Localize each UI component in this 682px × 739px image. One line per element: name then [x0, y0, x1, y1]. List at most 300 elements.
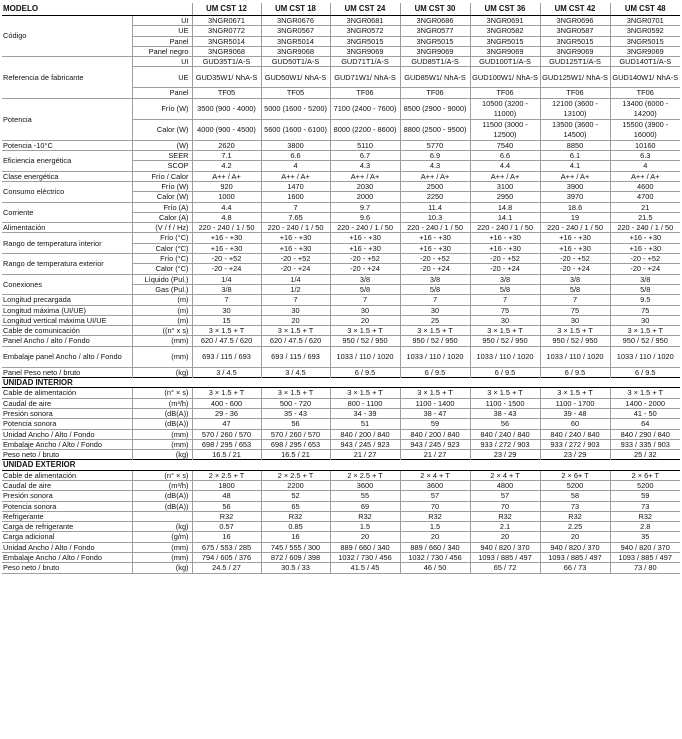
cell-value: 35 — [610, 532, 680, 542]
cell-value: 1470 — [261, 181, 330, 191]
cell-value: 220 - 240 / 1 / 50 — [261, 223, 330, 233]
cell-value: 7 — [470, 295, 540, 305]
row-unit: UE — [132, 67, 192, 88]
model-header: UM CST 30 — [400, 3, 470, 16]
cell-value: 5/8 — [540, 284, 610, 294]
row-unit: (mm) — [132, 542, 192, 552]
table-row — [2, 408, 680, 418]
cell-value: GUD85W1/ NhA-S — [400, 67, 470, 88]
cell-value: 56 — [192, 501, 261, 511]
row-label: Alimentación — [2, 223, 132, 233]
cell-value: TF05 — [261, 88, 330, 98]
cell-value: 840 / 240 / 840 — [470, 429, 540, 439]
cell-value: R32 — [470, 511, 540, 521]
cell-value: 34 - 39 — [330, 408, 400, 418]
cell-value: 30.5 / 33 — [261, 563, 330, 573]
cell-value: 6.3 — [610, 151, 680, 161]
cell-value: GUD85T1/A-S — [400, 57, 470, 67]
cell-value: 1/4 — [192, 274, 261, 284]
cell-value: +16 - +30 — [330, 233, 400, 243]
cell-value: 30 — [540, 315, 610, 325]
cell-value: 20 — [330, 315, 400, 325]
cell-value: 3NGR0696 — [540, 16, 610, 26]
cell-value: 3NGR9069 — [330, 46, 400, 56]
cell-value: 57 — [400, 491, 470, 501]
cell-value: 30 — [261, 305, 330, 315]
cell-value: 220 - 240 / 1 / 50 — [540, 223, 610, 233]
cell-value: A++ / A+ — [470, 171, 540, 181]
cell-value: 12100 (3600 - 13100) — [540, 98, 610, 119]
cell-value: 14.8 — [470, 202, 540, 212]
cell-value: 6.9 — [400, 151, 470, 161]
cell-value: 3NGR5015 — [540, 36, 610, 46]
cell-value: A++ / A+ — [330, 171, 400, 181]
cell-value: 3NGR0577 — [400, 26, 470, 36]
row-unit: Gas (Pul.) — [132, 284, 192, 294]
row-unit: Calor (°C) — [132, 264, 192, 274]
row-label: Carga adicional — [2, 532, 132, 542]
row-unit: (mm) — [132, 346, 192, 367]
table-row — [2, 295, 680, 305]
cell-value: 1.5 — [400, 522, 470, 532]
cell-value: 3NGR0582 — [470, 26, 540, 36]
cell-value: 3600 — [400, 480, 470, 490]
cell-value: 3 / 4.5 — [192, 367, 261, 377]
row-unit: UI — [132, 57, 192, 67]
row-unit: SCOP — [132, 161, 192, 171]
cell-value: 15500 (3900 - 16000) — [610, 119, 680, 140]
cell-value: 1093 / 885 / 497 — [470, 553, 540, 563]
cell-value: 4.4 — [192, 202, 261, 212]
cell-value: 2250 — [400, 192, 470, 202]
cell-value: 2.1 — [470, 522, 540, 532]
cell-value: 2500 — [400, 181, 470, 191]
row-label: Panel Ancho / alto / Fondo — [2, 336, 132, 346]
section-title: UNIDAD EXTERIOR — [2, 460, 680, 470]
cell-value: 1.5 — [330, 522, 400, 532]
row-unit: Calor (A) — [132, 212, 192, 222]
cell-value: TF06 — [610, 88, 680, 98]
cell-value: 2.8 — [610, 522, 680, 532]
cell-value: 933 / 272 / 903 — [540, 439, 610, 449]
cell-value: 4700 — [610, 192, 680, 202]
row-unit: Calor (°C) — [132, 243, 192, 253]
cell-value: GUD50W1/ NhA-S — [261, 67, 330, 88]
cell-value: +16 - +30 — [192, 243, 261, 253]
cell-value: 21 / 27 — [330, 450, 400, 460]
table-row — [2, 398, 680, 408]
cell-value: 940 / 820 / 370 — [470, 542, 540, 552]
cell-value: 2 × 4 + T — [400, 470, 470, 480]
cell-value: TF06 — [400, 88, 470, 98]
cell-value: 20 — [470, 532, 540, 542]
cell-value: 2030 — [330, 181, 400, 191]
cell-value: 570 / 260 / 570 — [192, 429, 261, 439]
table-row — [2, 202, 680, 212]
cell-value: 3 × 1.5 + T — [470, 326, 540, 336]
row-unit: (kg) — [132, 563, 192, 573]
table-row — [2, 326, 680, 336]
cell-value: 3 × 1.5 + T — [400, 388, 470, 398]
cell-value: +16 - +30 — [261, 243, 330, 253]
row-label: Clase energética — [2, 171, 132, 181]
cell-value: 220 - 240 / 1 / 50 — [470, 223, 540, 233]
cell-value: 3NGR9069 — [400, 46, 470, 56]
section-header-row — [2, 378, 680, 388]
cell-value: 3NGR0701 — [610, 16, 680, 26]
cell-value: 64 — [610, 419, 680, 429]
row-unit: (dB(A)) — [132, 491, 192, 501]
cell-value: 943 / 245 / 923 — [400, 439, 470, 449]
cell-value: 943 / 245 / 923 — [330, 439, 400, 449]
cell-value: 13500 (3600 - 14500) — [540, 119, 610, 140]
cell-value: 15 — [192, 315, 261, 325]
row-label: Embalaje Ancho / Alto / Fondo — [2, 439, 132, 449]
cell-value: 3NGR0772 — [192, 26, 261, 36]
row-unit: Frío / Calor — [132, 171, 192, 181]
cell-value: +16 - +30 — [261, 233, 330, 243]
cell-value: 1093 / 885 / 497 — [540, 553, 610, 563]
cell-value: 3970 — [540, 192, 610, 202]
section-header-row — [2, 460, 680, 470]
cell-value: +16 - +30 — [540, 233, 610, 243]
cell-value: 3 × 1.5 + T — [261, 388, 330, 398]
cell-value: 57 — [470, 491, 540, 501]
table-row — [2, 532, 680, 542]
cell-value: 2 × 6+ T — [540, 470, 610, 480]
row-unit: (dB(A)) — [132, 408, 192, 418]
cell-value: 7 — [400, 295, 470, 305]
cell-value: 950 / 52 / 950 — [330, 336, 400, 346]
cell-value: 1033 / 110 / 1020 — [470, 346, 540, 367]
cell-value: +16 - +30 — [400, 233, 470, 243]
cell-value: 3900 — [540, 181, 610, 191]
table-row — [2, 429, 680, 439]
table-row — [2, 511, 680, 521]
section-title: UNIDAD INTERIOR — [2, 378, 680, 388]
cell-value: 940 / 820 / 370 — [540, 542, 610, 552]
cell-value: 920 — [192, 181, 261, 191]
row-label: Carga de refrigerante — [2, 522, 132, 532]
cell-value: 23 / 29 — [470, 450, 540, 460]
cell-value: 7 — [261, 295, 330, 305]
table-row — [2, 522, 680, 532]
cell-value: 220 - 240 / 1 / 50 — [610, 223, 680, 233]
table-row — [2, 501, 680, 511]
table-row — [2, 233, 680, 243]
cell-value: 6 / 9.5 — [470, 367, 540, 377]
row-label: Longitud vertical máxima UI/UE — [2, 315, 132, 325]
cell-value: 1033 / 110 / 1020 — [610, 346, 680, 367]
cell-value: 5000 (1600 - 5200) — [261, 98, 330, 119]
cell-value: +16 - +30 — [470, 243, 540, 253]
cell-value: 0.85 — [261, 522, 330, 532]
cell-value: GUD50T1/A-S — [261, 57, 330, 67]
cell-value: 6 / 9.5 — [400, 367, 470, 377]
cell-value: 9.7 — [330, 202, 400, 212]
cell-value: R32 — [261, 511, 330, 521]
row-label: Código — [2, 16, 132, 57]
cell-value: 840 / 200 / 840 — [400, 429, 470, 439]
cell-value: 5600 (1600 - 6100) — [261, 119, 330, 140]
cell-value: 1032 / 730 / 456 — [330, 553, 400, 563]
cell-value: TF06 — [540, 88, 610, 98]
cell-value: R32 — [192, 511, 261, 521]
row-label: Caudal de aire — [2, 480, 132, 490]
cell-value: 7 — [540, 295, 610, 305]
cell-value: 73 — [540, 501, 610, 511]
cell-value: A++ / A+ — [192, 171, 261, 181]
cell-value: 38 - 47 — [400, 408, 470, 418]
cell-value: 21 — [610, 202, 680, 212]
header-row — [2, 3, 680, 16]
row-unit: UI — [132, 16, 192, 26]
cell-value: R32 — [330, 511, 400, 521]
cell-value: 16.5 / 21 — [261, 450, 330, 460]
cell-value: 55 — [330, 491, 400, 501]
cell-value: 4600 — [610, 181, 680, 191]
row-label: Conexiones — [2, 274, 132, 295]
cell-value: 3/8 — [400, 274, 470, 284]
table-row — [2, 563, 680, 573]
row-unit: (kg) — [132, 367, 192, 377]
cell-value: 4.1 — [540, 161, 610, 171]
cell-value: +16 - +30 — [192, 233, 261, 243]
cell-value: 14.1 — [470, 212, 540, 222]
cell-value: 3 × 1.5 + T — [330, 388, 400, 398]
row-label: Longitud precargada — [2, 295, 132, 305]
cell-value: 889 / 660 / 340 — [400, 542, 470, 552]
cell-value: 3NGR0686 — [400, 16, 470, 26]
model-header: UM CST 42 — [540, 3, 610, 16]
cell-value: 3600 — [330, 480, 400, 490]
cell-value: 3NGR0671 — [192, 16, 261, 26]
row-unit: ((n° x s) — [132, 326, 192, 336]
cell-value: 13400 (6000 - 14200) — [610, 98, 680, 119]
cell-value: 3/8 — [330, 274, 400, 284]
row-unit: Panel negro — [132, 46, 192, 56]
cell-value: 21.5 — [610, 212, 680, 222]
cell-value: GUD71W1/ NhA-S — [330, 67, 400, 88]
cell-value: 46 / 50 — [400, 563, 470, 573]
table-row — [2, 419, 680, 429]
cell-value: 7 — [192, 295, 261, 305]
row-unit: (m³/h) — [132, 398, 192, 408]
cell-value: +16 - +30 — [330, 243, 400, 253]
row-label: Corriente — [2, 202, 132, 223]
cell-value: 3/8 — [610, 274, 680, 284]
cell-value: 840 / 200 / 840 — [330, 429, 400, 439]
cell-value: 6 / 9.5 — [330, 367, 400, 377]
row-unit: (kg) — [132, 450, 192, 460]
cell-value: 872 / 609 / 398 — [261, 553, 330, 563]
row-label: Peso neto / bruto — [2, 563, 132, 573]
cell-value: GUD100T1/A-S — [470, 57, 540, 67]
row-unit: SEER — [132, 151, 192, 161]
row-label: Cable de alimentación — [2, 470, 132, 480]
cell-value: 19 — [540, 212, 610, 222]
cell-value: 69 — [330, 501, 400, 511]
cell-value: -20 - +52 — [192, 254, 261, 264]
row-unit: (m) — [132, 315, 192, 325]
cell-value: 3 × 1.5 + T — [610, 326, 680, 336]
cell-value: 5200 — [540, 480, 610, 490]
cell-value: 56 — [470, 419, 540, 429]
cell-value: 8500 (2900 - 9000) — [400, 98, 470, 119]
cell-value: -20 - +52 — [470, 254, 540, 264]
cell-value: 1/4 — [261, 274, 330, 284]
cell-value: -20 - +24 — [610, 264, 680, 274]
cell-value: -20 - +52 — [540, 254, 610, 264]
cell-value: 220 - 240 / 1 / 50 — [330, 223, 400, 233]
cell-value: 3NGR9069 — [470, 46, 540, 56]
row-label: Rango de temperatura interior — [2, 233, 132, 254]
row-label: Consumo eléctrico — [2, 181, 132, 202]
cell-value: 0.57 — [192, 522, 261, 532]
row-unit: (mm) — [132, 429, 192, 439]
row-label: Potencia -10°C — [2, 140, 132, 150]
cell-value: 500 - 720 — [261, 398, 330, 408]
cell-value: 1800 — [192, 480, 261, 490]
row-unit: (mm) — [132, 336, 192, 346]
cell-value: 3NGR5015 — [470, 36, 540, 46]
cell-value: 2 × 2.5 + T — [261, 470, 330, 480]
row-label: Referencia de fabricante — [2, 57, 132, 99]
cell-value: 4800 — [470, 480, 540, 490]
cell-value: 41.5 / 45 — [330, 563, 400, 573]
row-label: Longitud máxima (UI/UE) — [2, 305, 132, 315]
cell-value: 4 — [261, 161, 330, 171]
cell-value: 3 × 1.5 + T — [192, 388, 261, 398]
cell-value: 8000 (2200 - 8600) — [330, 119, 400, 140]
cell-value: 3/8 — [540, 274, 610, 284]
cell-value: 570 / 260 / 570 — [261, 429, 330, 439]
cell-value: 3/8 — [192, 284, 261, 294]
cell-value: -20 - +24 — [261, 264, 330, 274]
cell-value: 3NGR5014 — [192, 36, 261, 46]
cell-value: 3NGR9069 — [610, 46, 680, 56]
cell-value: 75 — [540, 305, 610, 315]
cell-value: 7 — [261, 202, 330, 212]
cell-value: -20 - +52 — [330, 254, 400, 264]
cell-value: 60 — [540, 419, 610, 429]
table-row — [2, 140, 680, 150]
cell-value: 8800 (2500 - 9500) — [400, 119, 470, 140]
cell-value: 3 × 1.5 + T — [540, 326, 610, 336]
row-label: Eficiencia energética — [2, 151, 132, 172]
cell-value: 800 - 1100 — [330, 398, 400, 408]
cell-value: 889 / 660 / 340 — [330, 542, 400, 552]
row-unit: Calor (W) — [132, 192, 192, 202]
table-row — [2, 553, 680, 563]
cell-value: 16 — [261, 532, 330, 542]
row-unit: Frío (°C) — [132, 254, 192, 264]
cell-value: 6.6 — [470, 151, 540, 161]
cell-value: 3NGR0691 — [470, 16, 540, 26]
table-row — [2, 223, 680, 233]
cell-value: 745 / 555 / 300 — [261, 542, 330, 552]
row-label: Cable de comunicación — [2, 326, 132, 336]
cell-value: 3 × 1.5 + T — [610, 388, 680, 398]
cell-value: 23 / 29 — [540, 450, 610, 460]
cell-value: 1400 - 2000 — [610, 398, 680, 408]
cell-value: +16 - +30 — [610, 233, 680, 243]
cell-value: 7.65 — [261, 212, 330, 222]
row-label: Rango de temperatura exterior — [2, 254, 132, 275]
row-unit: (n° × s) — [132, 470, 192, 480]
cell-value: 7.1 — [192, 151, 261, 161]
cell-value: 30 — [330, 305, 400, 315]
cell-value: 30 — [192, 305, 261, 315]
cell-value: 47 — [192, 419, 261, 429]
cell-value: 52 — [261, 491, 330, 501]
cell-value: 16 — [192, 532, 261, 542]
row-unit: (m³/h) — [132, 480, 192, 490]
cell-value: A++ / A+ — [540, 171, 610, 181]
cell-value: 11.4 — [400, 202, 470, 212]
cell-value: 4000 (900 - 4500) — [192, 119, 261, 140]
cell-value: 5110 — [330, 140, 400, 150]
row-unit: (dB(A)) — [132, 419, 192, 429]
cell-value: 5770 — [400, 140, 470, 150]
row-unit: (dB(A)) — [132, 501, 192, 511]
cell-value: 4.4 — [470, 161, 540, 171]
table-row — [2, 388, 680, 398]
cell-value: 933 / 272 / 903 — [470, 439, 540, 449]
model-label: MODELO — [2, 3, 192, 16]
cell-value: 3/8 — [470, 274, 540, 284]
cell-value: 7100 (2400 - 7600) — [330, 98, 400, 119]
cell-value: 3NGR0572 — [330, 26, 400, 36]
cell-value: 66 / 73 — [540, 563, 610, 573]
cell-value: 950 / 52 / 950 — [610, 336, 680, 346]
cell-value: 8850 — [540, 140, 610, 150]
table-row — [2, 98, 680, 119]
table-row — [2, 367, 680, 377]
cell-value: 1033 / 110 / 1020 — [540, 346, 610, 367]
row-unit — [132, 511, 192, 521]
cell-value: 3500 (900 - 4000) — [192, 98, 261, 119]
model-header: UM CST 24 — [330, 3, 400, 16]
row-label: Potencia — [2, 98, 132, 140]
cell-value: 73 — [610, 501, 680, 511]
row-unit: (V / f / Hz) — [132, 223, 192, 233]
model-header: UM CST 18 — [261, 3, 330, 16]
cell-value: 41 - 50 — [610, 408, 680, 418]
cell-value: GUD125W1/ NhA-S — [540, 67, 610, 88]
row-unit: UE — [132, 26, 192, 36]
cell-value: 933 / 335 / 903 — [610, 439, 680, 449]
row-unit: Calor (W) — [132, 119, 192, 140]
cell-value: 1000 — [192, 192, 261, 202]
cell-value: 2620 — [192, 140, 261, 150]
cell-value: 3 / 4.5 — [261, 367, 330, 377]
cell-value: 6 / 9.5 — [540, 367, 610, 377]
cell-value: +16 - +30 — [610, 243, 680, 253]
cell-value: 1/2 — [261, 284, 330, 294]
row-label: Refrigerante — [2, 511, 132, 521]
table-row — [2, 491, 680, 501]
cell-value: 70 — [400, 501, 470, 511]
cell-value: 3NGR0592 — [610, 26, 680, 36]
cell-value: 3 × 1.5 + T — [330, 326, 400, 336]
cell-value: 10160 — [610, 140, 680, 150]
cell-value: 6.7 — [330, 151, 400, 161]
cell-value: 840 / 290 / 840 — [610, 429, 680, 439]
cell-value: 30 — [470, 315, 540, 325]
table-row — [2, 181, 680, 191]
row-label: Potencia sonora — [2, 501, 132, 511]
